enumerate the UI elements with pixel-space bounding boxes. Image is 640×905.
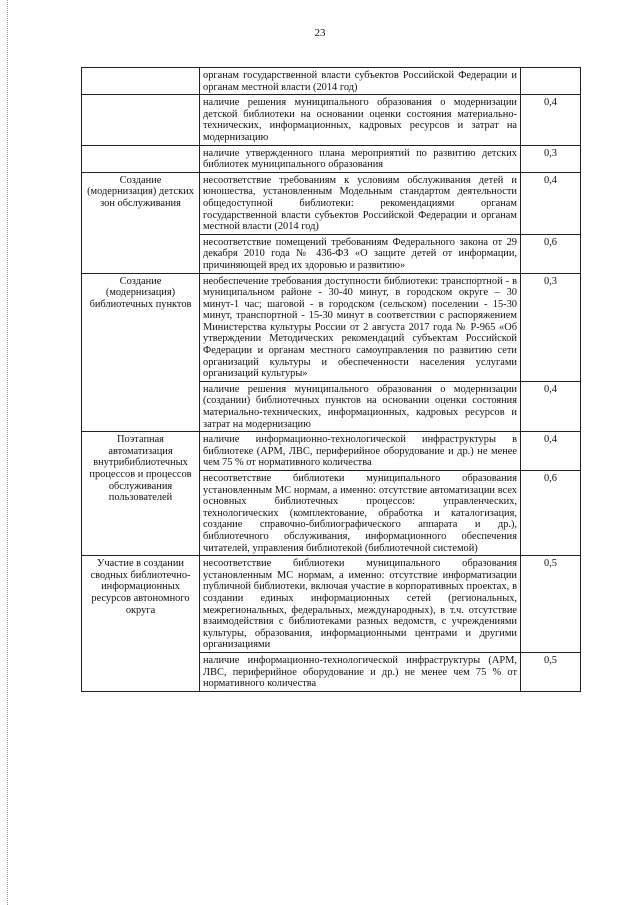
weight-cell: 0,4 (521, 432, 581, 471)
weight-cell: 0,6 (521, 471, 581, 556)
criterion-cell: наличие решения муниципального образования о модернизации (создании) библиотечных пунктов на основании оценки состояния материально-технических, информационных, кадровых ресурсов и затрат на модернизацию (200, 381, 521, 431)
criterion-cell: органам государственной власти субъектов Российской Федерации и органам местной власти (2014 год) (200, 68, 521, 95)
table-row (82, 172, 581, 234)
criterion-cell: наличие информационно-технологической инфраструктуры (АРМ, ЛВС, периферийное оборудование и др.) не менее чем 75 % от нормативного количества (200, 652, 521, 691)
weight-cell: 0,3 (521, 273, 581, 381)
table-row (82, 95, 581, 145)
weight-cell (521, 68, 581, 95)
scan-edge-line (7, 0, 8, 905)
weight-cell: 0,5 (521, 556, 581, 653)
criterion-cell: несоответствие требованиям к условиям обслуживания детей и юношества, установленным Модельным стандартом деятельности общедоступной библиотеки: рекомендациями органам государственной власти субъектов Российской Федерации и органам местной власти (2014 год) (200, 172, 521, 234)
table-row (82, 68, 581, 95)
criterion-cell: несоответствие помещений требованиям Федерального закона от 29 декабря 2010 года № 436-ФЗ «О защите детей от информации, причиняющей вред их здоровью и развитию» (200, 234, 521, 273)
direction-cell: Создание (модернизация) детских зон обслуживания (82, 172, 200, 273)
weight-cell: 0,4 (521, 95, 581, 145)
direction-cell (82, 145, 200, 172)
direction-cell: Поэтапная автоматизация внутрибиблиотечных процессов и процессов обслуживания пользователей (82, 432, 200, 556)
direction-cell (82, 68, 200, 95)
weight-cell: 0,3 (521, 145, 581, 172)
criterion-cell: необеспечение требования доступности библиотеки: транспортной - в муниципальном районе - 30-40 минут, в городском округе – 30 минут-1 час; шаговой - в городском (сельском) поселении - 15-30 минут, транспортной - 15-30 минут в соответствии с распоряжением Министерства культуры России от 2 августа 2017 года № Р-965 «Об утверждении Методических рекомендаций субъектам Российской Федерации и органам местного самоуправления по развитию сети организаций культуры и обеспеченности населения услугами организаций культуры» (200, 273, 521, 381)
table-row (82, 432, 581, 471)
criterion-cell: несоответствие библиотеки муниципального образования установленным МС нормам, а именно: отсутствие информатизации публичной библиотеки, включая участие в корпоративных проектах, в создании единых информационных сетей (региональных, межрегиональных, федеральных, международных), в т.ч. отсутствие взаимодействия с библиотеками разных ведомств, с учреждениями культуры, образования, информационными центрами и другими организациями (200, 556, 521, 653)
criterion-cell: несоответствие библиотеки муниципального образования установленным МС нормам, а именно: отсутствие автоматизации всех основных библиотечных процессов: управленческих, технологических (комплектование, обработка и каталогизация, создание справочно-библиографического аппарата и др.), библиотечного обслуживания, информационного обеспечения читателей, управления библиотекой (библиотечной системой) (200, 471, 521, 556)
table-row (82, 145, 581, 172)
table-row (82, 273, 581, 381)
criterion-cell: наличие информационно-технологической инфраструктуры в библиотеке (АРМ, ЛВС, периферийное оборудование и др.) не менее чем 75 % от нормативного количества (200, 432, 521, 471)
weight-cell: 0,4 (521, 381, 581, 431)
weight-cell: 0,4 (521, 172, 581, 234)
direction-cell (82, 95, 200, 145)
criteria-table (81, 67, 581, 692)
criterion-cell: наличие решения муниципального образования о модернизации детской библиотеки на основании оценки состояния материально-технических, информационных, кадровых ресурсов и затрат на модернизацию (200, 95, 521, 145)
direction-cell: Создание (модернизация) библиотечных пунктов (82, 273, 200, 432)
weight-cell: 0,6 (521, 234, 581, 273)
table-row (82, 556, 581, 653)
criterion-cell: наличие утвержденного плана мероприятий по развитию детских библиотек муниципального образования (200, 145, 521, 172)
direction-cell: Участие в создании сводных библиотечно-информационных ресурсов автономного округа (82, 556, 200, 692)
page-number: 23 (314, 27, 326, 39)
weight-cell: 0,5 (521, 652, 581, 691)
